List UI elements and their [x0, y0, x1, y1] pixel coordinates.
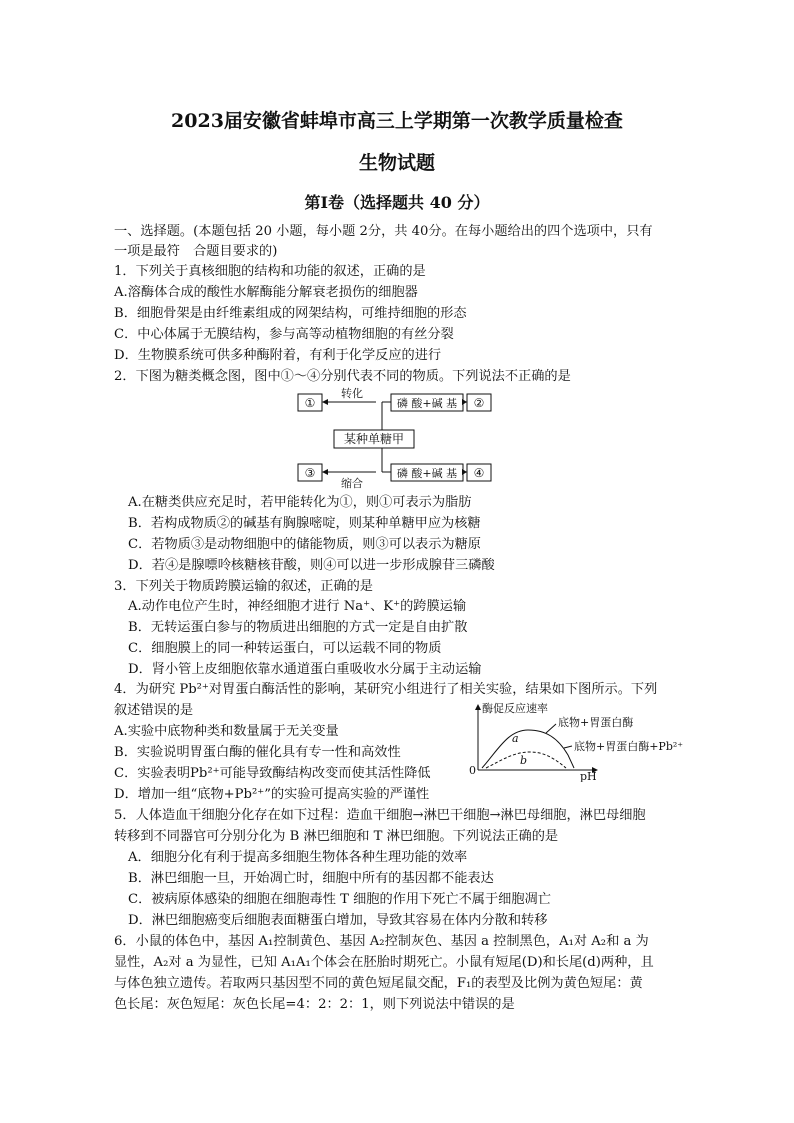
- graph-legend-a: 底物+胃蛋白酶: [558, 716, 634, 729]
- instructions-line-1: 一、选择题。(本题包括 20 小题，每小题 2分，共 40分。在每小题给出的四个选项中，只有: [114, 224, 653, 239]
- diagram-node-1: ①: [304, 396, 316, 410]
- q4-option-a: A.实验中底物种类和数量属于无关变量: [114, 724, 339, 739]
- graph-xlabel: pH: [580, 770, 597, 782]
- section-heading: 第Ⅰ卷（选择题共 40 分）: [304, 193, 490, 212]
- graph-curve-b-label: b: [520, 754, 528, 767]
- diagram-center-label: 某种单糖甲: [343, 432, 405, 446]
- q2-stem: 2．下图为糖类概念图，图中①～④分别代表不同的物质。下列说法不正确的是: [114, 369, 571, 384]
- q5-stem-line-1: 5．人体造血干细胞分化存在如下过程：造血干细胞→淋巴干细胞→淋巴母细胞，淋巴母细胞: [114, 808, 646, 823]
- diagram-pb-top: 磷 酸+碱 基: [396, 397, 458, 410]
- diagram-node-4: ④: [473, 466, 485, 480]
- q5-stem-line-2: 转移到不同器官可分别分化为 B 淋巴细胞和 T 淋巴细胞。下列说法正确的是: [114, 829, 559, 844]
- q2-option-c: C．若物质③是动物细胞中的储能物质，则③可以表示为糖原: [128, 537, 481, 552]
- enzyme-rate-graph: [468, 700, 686, 782]
- sugar-concept-diagram: [290, 386, 500, 490]
- q1-option-b: B．细胞骨架是由纤维素组成的网架结构，可维持细胞的形态: [114, 306, 467, 321]
- diagram-node-2: ②: [473, 396, 485, 410]
- graph-ylabel: 酶促反应速率: [482, 702, 548, 715]
- q1-option-a: A.溶酶体合成的酸性水解酶能分解衰老损伤的细胞器: [114, 285, 418, 300]
- q3-option-d: D．肾小管上皮细胞依靠水通道蛋白重吸收水分属于主动运输: [128, 662, 482, 677]
- q2-option-a: A.在糖类供应充足时，若甲能转化为①，则①可表示为脂肪: [128, 495, 472, 510]
- q3-stem: 3．下列关于物质跨膜运输的叙述，正确的是: [114, 579, 373, 594]
- q6-line-1: 6．小鼠的体色中，基因 A₁控制黄色、基因 A₂控制灰色、基因 a 控制黑色，A₁对 A₂和 a 为: [114, 934, 649, 949]
- q1-option-c: C．中心体属于无膜结构，参与高等动植物细胞的有丝分裂: [114, 327, 454, 342]
- q4-option-d: D．增加一组“底物+Pb²⁺”的实验可提高实验的严谨性: [114, 787, 430, 802]
- q1-stem: 1．下列关于真核细胞的结构和功能的叙述，正确的是: [114, 264, 426, 279]
- q4-option-c: C．实验表明Pb²⁺可能导致酶结构改变而使其活性降低: [114, 766, 431, 781]
- q4-stem-line-1: 4．为研究 Pb²⁺对胃蛋白酶活性的影响，某研究小组进行了相关实验，结果如下图所示。下列: [114, 682, 658, 697]
- diagram-node-3: ③: [304, 466, 316, 480]
- q1-option-d: D．生物膜系统可供多种酶附着，有利于化学反应的进行: [114, 348, 442, 363]
- exam-subtitle: 生物试题: [358, 152, 435, 174]
- q5-option-a: A．细胞分化有利于提高多细胞生物体各种生理功能的效率: [128, 850, 468, 865]
- diagram-condense-label: 缩合: [341, 477, 363, 490]
- q5-option-b: B．淋巴细胞一旦，开始凋亡时，细胞中所有的基因都不能表达: [128, 871, 494, 886]
- instructions-line-2: 一项是最符 合题目要求的): [114, 244, 278, 259]
- diagram-pb-bottom: 磷 酸+碱 基: [396, 467, 458, 480]
- diagram-convert-label: 转化: [341, 387, 363, 400]
- q6-line-2: 显性，A₂对 a 为显性，已知 A₁A₁个体会在胚胎时期死亡。小鼠有短尾(D)和长尾(d)两种，且: [114, 955, 654, 970]
- q3-option-c: C．细胞膜上的同一种转运蛋白，可以运载不同的物质: [128, 641, 442, 656]
- q2-option-b: B．若构成物质②的碱基有胸腺嘧啶，则某种单糖甲应为核糖: [128, 516, 481, 531]
- q4-option-b: B．实验说明胃蛋白酶的催化具有专一性和高效性: [114, 745, 401, 760]
- q4-stem-line-2: 叙述错误的是: [114, 703, 194, 718]
- graph-legend-b: 底物+胃蛋白酶+Pb²⁺: [574, 740, 684, 753]
- q5-option-c: C．被病原体感染的细胞在细胞毒性 T 细胞的作用下死亡不属于细胞凋亡: [128, 892, 551, 907]
- q6-line-4: 色长尾：灰色短尾：灰色长尾=4：2：2：1，则下列说法中错误的是: [114, 997, 515, 1012]
- q3-option-a: A.动作电位产生时，神经细胞才进行 Na⁺、K⁺的跨膜运输: [128, 599, 467, 614]
- q2-option-d: D．若④是腺嘌呤核糖核苷酸，则④可以进一步形成腺苷三磷酸: [128, 558, 495, 573]
- exam-title: 2023届安徽省蚌埠市高三上学期第一次教学质量检查: [171, 110, 623, 132]
- q5-option-d: D．淋巴细胞癌变后细胞表面糖蛋白增加，导致其容易在体内分散和转移: [128, 913, 548, 928]
- q6-line-3: 与体色独立遗传。若取两只基因型不同的黄色短尾鼠交配，F₁的表型及比例为黄色短尾：黄: [114, 976, 643, 991]
- graph-origin: 0: [469, 764, 476, 777]
- graph-curve-a-label: a: [512, 732, 519, 745]
- q3-option-b: B．无转运蛋白参与的物质进出细胞的方式一定是自由扩散: [128, 620, 468, 635]
